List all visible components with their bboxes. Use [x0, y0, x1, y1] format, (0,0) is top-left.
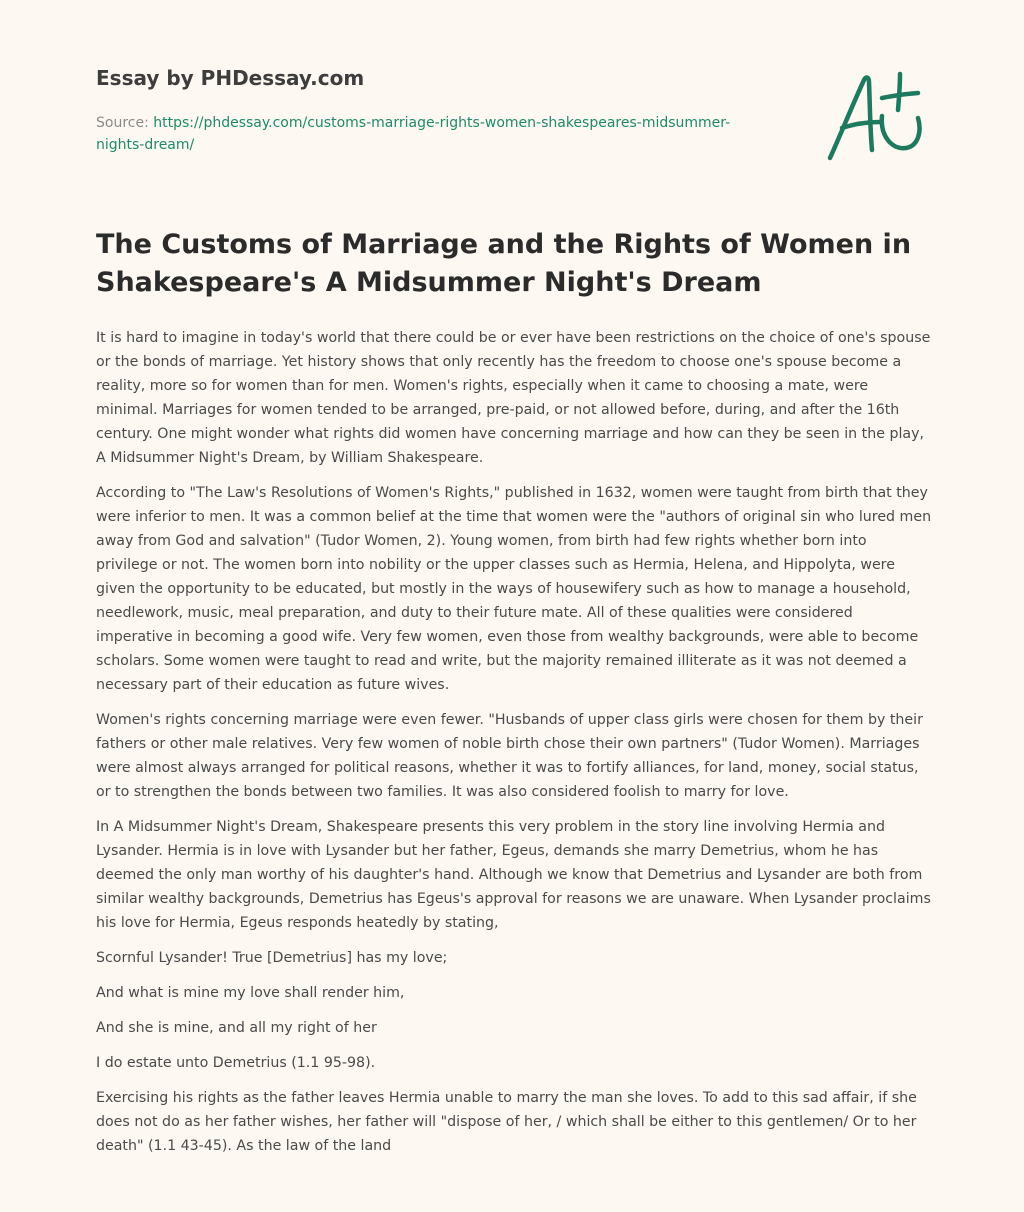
- paragraph: Women's rights concerning marriage were even fewer. "Husbands of upper class girls were chosen for them by their fathers or other male relatives. Very few women of noble birth chose their own partners" (Tudor Women). Marriages were almost always arranged for political reasons, whether it was to fortify alliances, for land, money, social status, or to strengthen the bonds between two families. It was also considered foolish to marry for love.: [96, 712, 923, 800]
- article-body: [96, 326, 932, 1169]
- paragraph: It is hard to imagine in today's world that there could be or ever have been restrictions on the choice of one's spouse or the bonds of marriage. Yet history shows that only recently has the freedom to choose one's spouse become a reality, more so for women than for men. Women's rights, especially when it came to choosing a mate, were minimal. Marriages for women tended to be arranged, pre-paid, or not allowed before, during, and after the 16th century. One might wonder what rights did women have concerning marriage and how can they be seen in the play, A Midsummer Night's Dream, by William Shakespeare.: [96, 330, 931, 466]
- source-label: Source:: [96, 115, 149, 131]
- paragraph: In A Midsummer Night's Dream, Shakespeare presents this very problem in the story line involving Hermia and Lysander. Hermia is in love with Lysander but her father, Egeus, demands she marry Demetrius, whom he has deemed the only man worthy of his daughter's hand. Although we know that Demetrius and Lysander are both from similar wealthy backgrounds, Demetrius has Egeus's approval for reasons we are unaware. When Lysander proclaims his love for Hermia, Egeus responds heatedly by stating,: [96, 819, 931, 931]
- paragraph: According to "The Law's Resolutions of Women's Rights," published in 1632, women were taught from birth that they were inferior to men. It was a common belief at the time that women were the "authors of original sin who lured men away from God and salvation" (Tudor Women, 2). Young women, from birth had few rights whether born into privilege or not. The women born into nobility or the upper classes such as Hermia, Helena, and Hippolyta, were given the opportunity to be educated, but mostly in the ways of housewifery such as how to manage a household, needlework, music, meal preparation, and duty to their future mate. All of these qualities were considered imperative in becoming a good wife. Very few women, even those from wealthy backgrounds, were able to become scholars. Some women were taught to read and write, but the majority remained illiterate as it was not deemed a necessary part of their education as future wives.: [96, 485, 932, 693]
- source-line: [96, 112, 736, 156]
- paragraph: Exercising his rights as the father leaves Hermia unable to marry the man she loves. To add to this sad affair, if she does not do as her father wishes, her father will "dispose of her, / which shall be either to this gentlemen/ Or to her death" (1.1 43-45). As the law of the land: [96, 1090, 917, 1154]
- quote-line: And she is mine, and all my right of her: [96, 1020, 377, 1036]
- quote-line: And what is mine my love shall render him,: [96, 985, 405, 1001]
- a-plus-logo-icon: [822, 66, 932, 166]
- quote-line: I do estate unto Demetrius (1.1 95-98).: [96, 1055, 376, 1071]
- header: [96, 64, 736, 156]
- source-link[interactable]: https://phdessay.com/customs-marriage-rights-women-shakespeares-midsummer-nights-dream/: [96, 115, 731, 153]
- quote-line: Scornful Lysander! True [Demetrius] has my love;: [96, 950, 448, 966]
- article-title: The Customs of Marriage and the Rights of Women in Shakespeare's A Midsummer Night's Dream: [96, 229, 912, 298]
- site-brand: Essay by PHDessay.com: [96, 66, 365, 90]
